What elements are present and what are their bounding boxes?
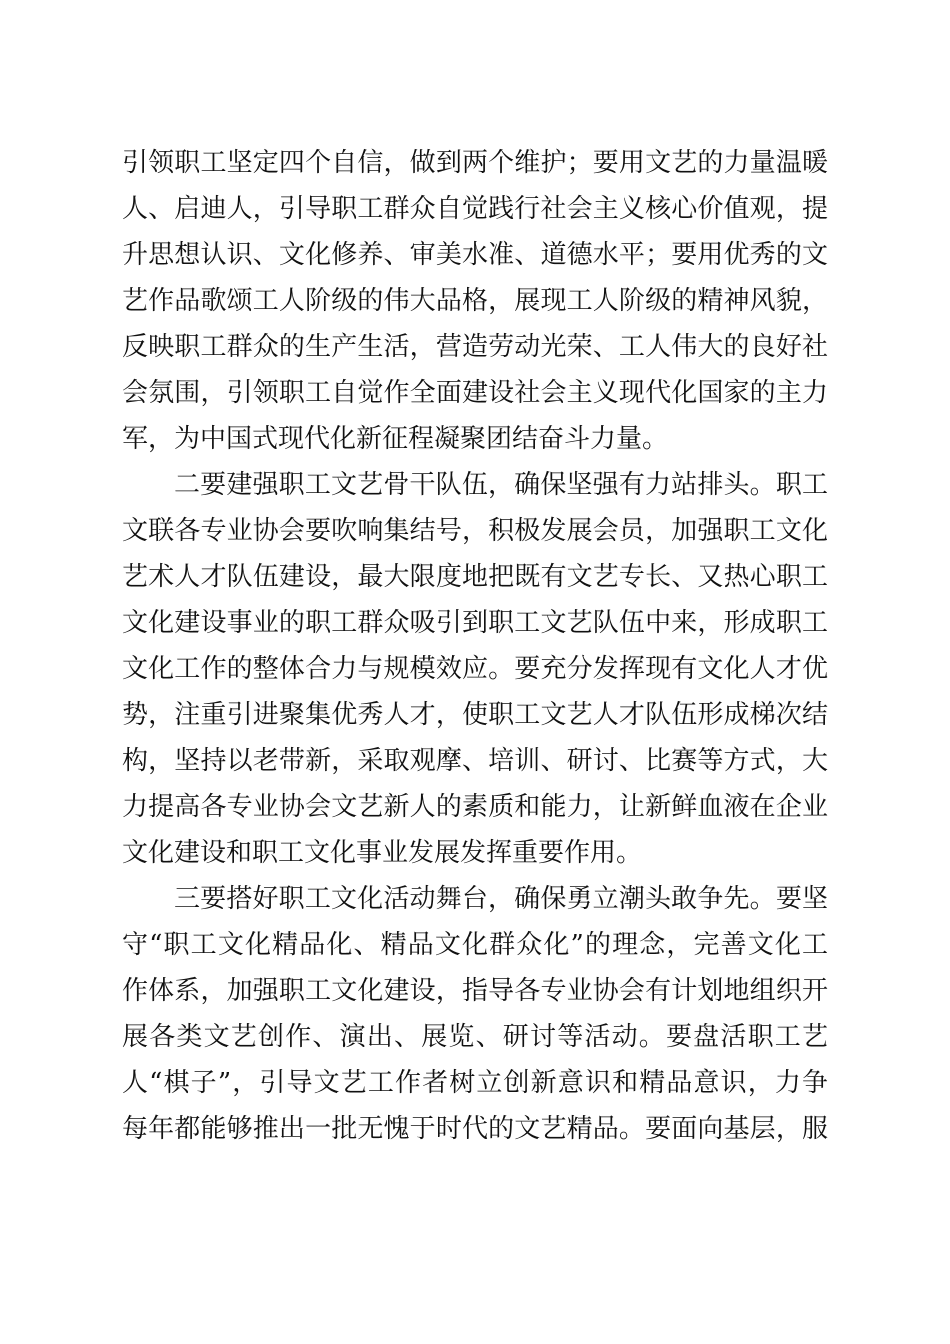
- text-line: 艺作品歌颂工人阶级的伟大品格，展现工人阶级的精神风貌，: [122, 286, 828, 316]
- text-line: 守“职工文化精品化、精品文化群众化”的理念，完善文化工: [122, 930, 828, 960]
- paragraph-first-line: 三要搭好职工文化活动舞台，确保勇立潮头敢争先。要坚: [174, 884, 828, 914]
- text-line: 军，为中国式现代化新征程凝聚团结奋斗力量。: [122, 424, 669, 454]
- text-line: 艺术人才队伍建设，最大限度地把既有文艺专长、又热心职工: [122, 562, 828, 592]
- text-line: 反映职工群众的生产生活，营造劳动光荣、工人伟大的良好社: [122, 332, 828, 362]
- text-line: 文联各专业协会要吹响集结号，积极发展会员，加强职工文化: [122, 516, 828, 546]
- text-line: 力提高各专业协会文艺新人的素质和能力，让新鲜血液在企业: [122, 792, 828, 822]
- text-line: 构，坚持以老带新，采取观摩、培训、研讨、比赛等方式，大: [122, 746, 828, 776]
- text-line: 人“棋子”，引导文艺工作者树立创新意识和精品意识，力争: [122, 1068, 828, 1098]
- text-line: 会氛围，引领职工自觉作全面建设社会主义现代化国家的主力: [122, 378, 828, 408]
- text-line: 每年都能够推出一批无愧于时代的文艺精品。要面向基层，服: [122, 1114, 828, 1144]
- text-line: 引领职工坚定四个自信，做到两个维护；要用文艺的力量温暖: [122, 148, 828, 178]
- paragraph-first-line: 二要建强职工文艺骨干队伍，确保坚强有力站排头。职工: [174, 470, 828, 500]
- text-line: 势，注重引进聚集优秀人才，使职工文艺人才队伍形成梯次结: [122, 700, 828, 730]
- text-line: 人、启迪人，引导职工群众自觉践行社会主义核心价值观，提: [122, 194, 828, 224]
- text-line: 展各类文艺创作、演出、展览、研讨等活动。要盘活职工艺: [122, 1022, 828, 1052]
- text-line: 文化建设事业的职工群众吸引到职工文艺队伍中来，形成职工: [122, 608, 828, 638]
- text-line: 文化建设和职工文化事业发展发挥重要作用。: [122, 838, 643, 868]
- text-line: 作体系，加强职工文化建设，指导各专业协会有计划地组织开: [122, 976, 828, 1006]
- text-line: 文化工作的整体合力与规模效应。要充分发挥现有文化人才优: [122, 654, 828, 684]
- text-line: 升思想认识、文化修养、审美水准、道德水平；要用优秀的文: [122, 240, 828, 270]
